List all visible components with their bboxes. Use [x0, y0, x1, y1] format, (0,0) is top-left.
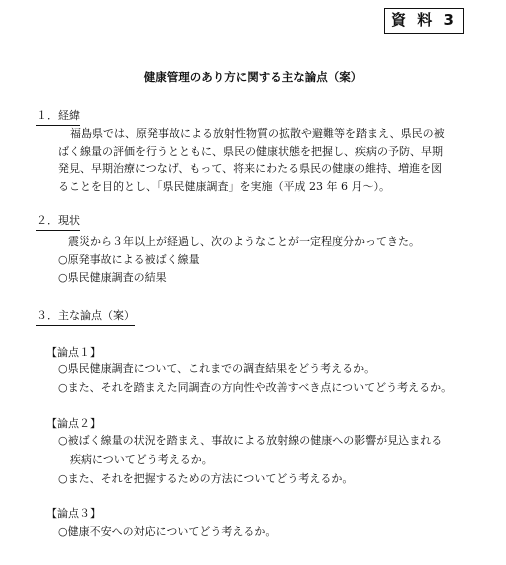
point-3-label: 【論点３】	[46, 507, 101, 520]
section-1-line: 福島県では、原発事故による放射性物質の拡散や避難等を踏まえ、県民の被	[70, 127, 445, 140]
point-2-label: 【論点２】	[46, 417, 101, 430]
point-1-line: ○また、それを踏まえた同調査の方向性や改善すべき点についてどう考えるか。	[58, 381, 453, 394]
point-3-line: ○健康不安への対応についてどう考えるか。	[58, 525, 277, 538]
point-2-line: ○被ばく線量の状況を踏まえ、事故による放射線の健康への影響が見込まれる	[58, 434, 443, 447]
point-2-line: 疾病についてどう考えるか。	[70, 453, 213, 466]
section-3-heading: ３．主な論点（案）	[36, 309, 135, 326]
section-1-line: ばく線量の評価を行うとともに、県民の健康状態を把握し、疾病の予防、早期	[58, 144, 443, 158]
document-number-label: 資 料 3	[384, 8, 464, 34]
document-title: 健康管理のあり方に関する主な論点（案）	[143, 70, 363, 84]
section-2-intro: 震災から３年以上が経過し、次のようなことが一定程度分かってきた。	[68, 235, 420, 248]
section-2-heading: ２．現状	[36, 214, 80, 231]
point-1-line: ○県民健康調査について、これまでの調査結果をどう考えるか。	[58, 362, 376, 375]
section-1-heading: １．経緯	[36, 109, 80, 126]
point-1-label: 【論点１】	[46, 346, 101, 359]
section-2-item: ○県民健康調査の結果	[58, 271, 167, 284]
section-1-line: 発見、早期治療につなげ、もって、将来にわたる県民の健康の維持、増進を図	[58, 162, 443, 175]
section-2-item: ○原発事故による被ばく線量	[58, 253, 200, 266]
point-2-line: ○また、それを把握するための方法についてどう考えるか。	[58, 472, 354, 485]
section-1-body	[58, 125, 478, 195]
section-1-line: ることを目的とし、「県民健康調査」を実施（平成 23 年 6 月～）。	[58, 179, 390, 193]
